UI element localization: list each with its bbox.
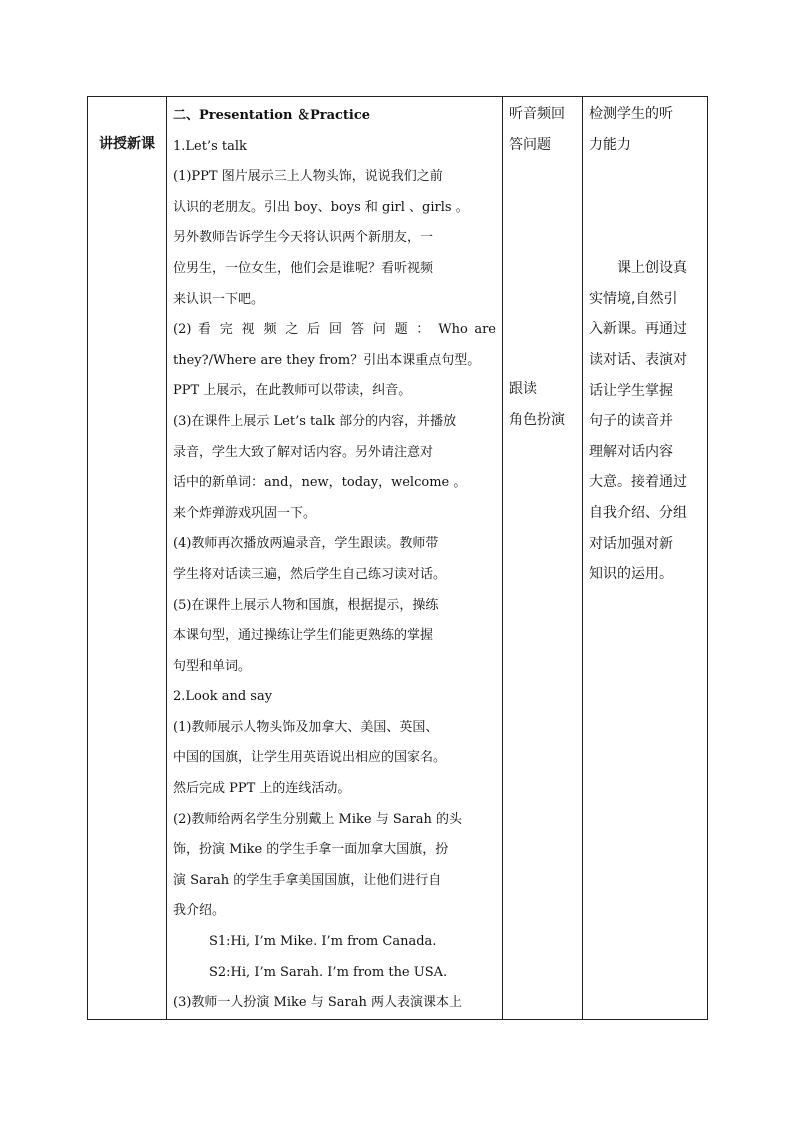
intent-line: 句子的读音并 (589, 413, 673, 430)
process-line: 学生将对话读三遍，然后学生自己练习读对话。 (173, 566, 447, 582)
process-line: (1)教师展示人物头饰及加拿大、美国、英国、 (173, 719, 439, 735)
process-line: 演 Sarah 的学生手拿美国国旗，让他们进行自 (173, 872, 442, 888)
process-line: 录音，学生大致了解对话内容。另外请注意对 (173, 444, 434, 460)
process-line: 另外教师告诉学生今天将认识两个新朋友，一 (173, 230, 434, 246)
intent-line: 力能力 (589, 136, 631, 153)
activity-line: 跟读 (509, 381, 537, 398)
intent-line: 检测学生的听 (589, 106, 673, 122)
spacer (509, 160, 576, 374)
intent-line: 自我介绍、分组 (589, 504, 687, 521)
process-line: 认识的老朋友。引出 boy、boys 和 girl 、girls 。 (173, 199, 469, 215)
activity-line: 听音频回 (509, 106, 565, 122)
process-line: (3)在课件上展示 Let’s talk 部分的内容，并播放 (173, 413, 457, 429)
process-line: 2.Look and say (173, 689, 273, 705)
process-line: 来个炸弹游戏巩固一下。 (173, 505, 317, 521)
stage-label: 讲授新课 (99, 136, 155, 152)
process-line: 话中的新单词：and，new，today，welcome 。 (173, 475, 467, 491)
activity-line: 答问题 (509, 136, 551, 153)
process-line: 句型和单词。 (173, 658, 252, 674)
design-intent-cell (583, 97, 708, 1020)
dialogue-line: S1:Hi, I’m Mike. I’m from Canada. (209, 934, 437, 950)
process-line: (2)教师给两名学生分别戴上 Mike 与 Sarah 的头 (173, 811, 462, 827)
process-line: (5)在课件上展示人物和国旗，根据提示，操练 (173, 597, 439, 613)
intent-line: 读对话、表演对 (589, 351, 687, 368)
process-line: 来认识一下吧。 (173, 291, 265, 307)
process-line: 中国的国旗，让学生用英语说出相应的国家名。 (173, 750, 447, 766)
intent-line: 实情境,自然引 (589, 290, 678, 307)
intent-line: 入新课。再通过 (589, 321, 687, 338)
intent-line: 理解对话内容 (589, 443, 673, 460)
process-line: 1.Let’s talk (173, 138, 247, 154)
process-line: (2) 看 完 视 频 之 后 回 答 问 题 ： Who are (173, 322, 496, 338)
process-line: (3)教师一人扮演 Mike 与 Sarah 两人表演课本上 (173, 995, 462, 1011)
process-line: 然后完成 PPT 上的连线活动。 (173, 781, 351, 797)
intent-line: 课上创设真 (617, 260, 687, 277)
process-cell (167, 97, 503, 1020)
intent-line: 大意。接着通过 (589, 474, 687, 491)
spacer (589, 160, 701, 253)
process-line: 饰，扮演 Mike 的学生手拿一面加拿大国旗，扮 (173, 842, 449, 858)
lesson-plan-table (87, 96, 708, 1020)
dialogue-line: S2:Hi, I’m Sarah. I’m from the USA. (209, 964, 448, 980)
process-line: (4)教师再次播放两遍录音，学生跟读。教师带 (173, 536, 439, 552)
process-line: 本课句型，通过操练让学生们能更熟练的掌握 (173, 628, 434, 644)
process-line: PPT 上展示，在此教师可以带读，纠音。 (173, 383, 412, 399)
process-line: they?/Where are they from？引出本课重点句型。 (173, 352, 481, 368)
process-line: (1)PPT 图片展示三上人物头饰，说说我们之前 (173, 169, 443, 185)
intent-line: 对话加强对新 (589, 535, 673, 552)
process-line: 我介绍。 (173, 903, 226, 919)
section-title: 二、Presentation ＆Practice (173, 108, 371, 123)
stage-cell (88, 97, 167, 1020)
table-row (88, 97, 708, 1020)
student-activity-cell (503, 97, 583, 1020)
intent-line: 话让学生掌握 (589, 382, 673, 399)
activity-line: 角色扮演 (509, 411, 565, 428)
intent-line: 知识的运用。 (589, 566, 673, 583)
process-line: 位男生，一位女生，他们会是谁呢？看听视频 (173, 260, 434, 276)
